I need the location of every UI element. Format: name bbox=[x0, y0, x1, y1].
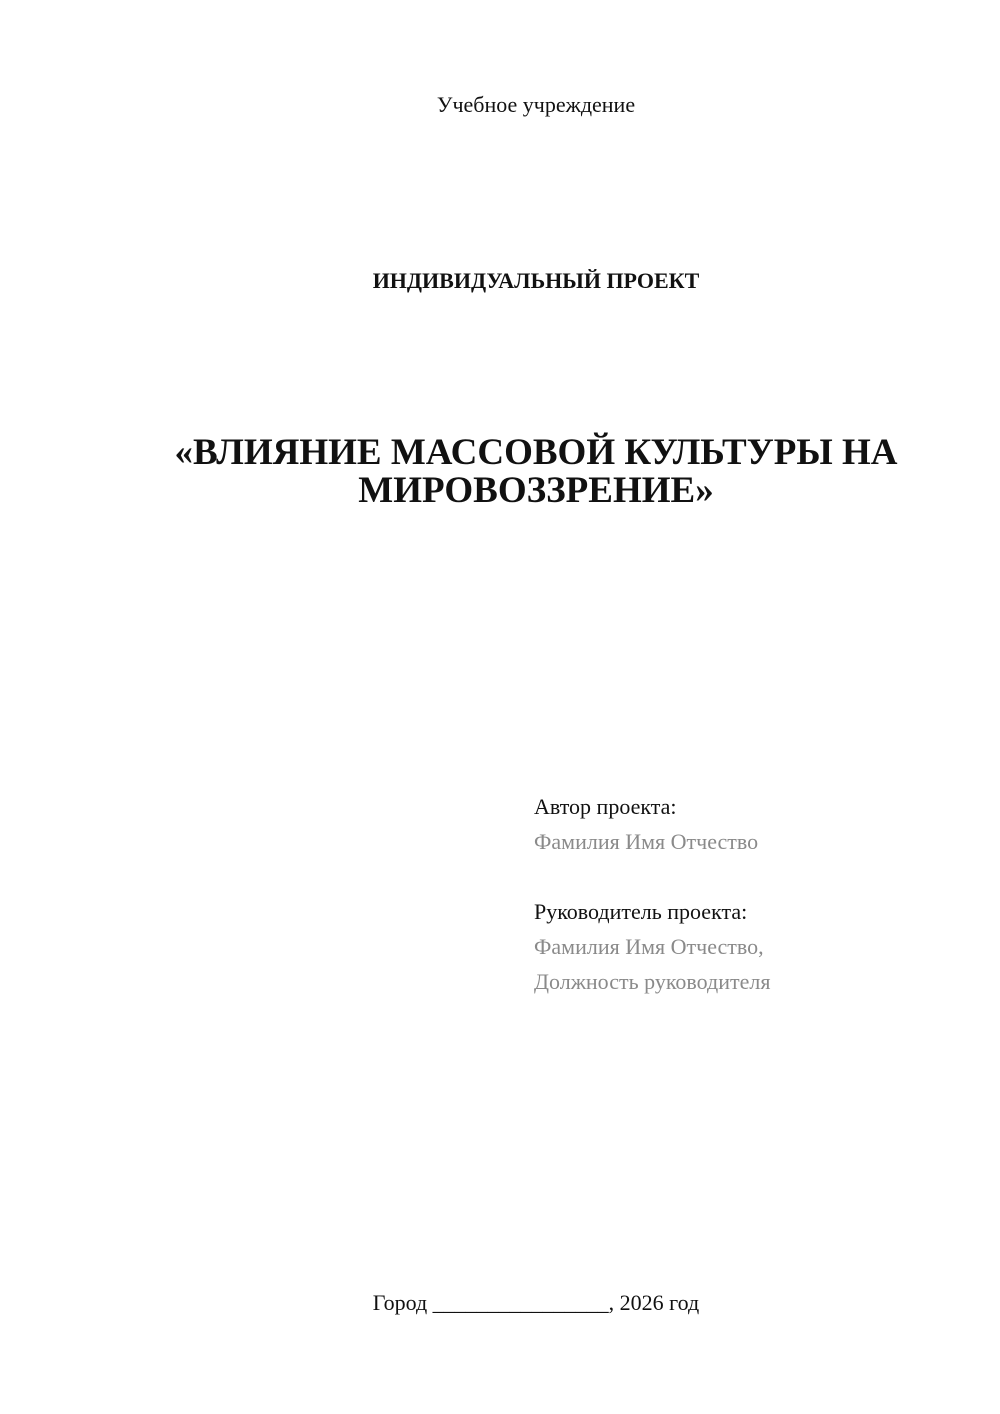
supervisor-label: Руководитель проекта: bbox=[534, 899, 748, 924]
supervisor-position: Должность руководителя bbox=[534, 969, 771, 994]
supervisor-name: Фамилия Имя Отчество, bbox=[534, 934, 764, 959]
project-info-block bbox=[534, 789, 974, 999]
project-title-line-2: МИРОВОЗЗРЕНИЕ» bbox=[358, 470, 714, 511]
document-type: ИНДИВИДУАЛЬНЫЙ ПРОЕКТ bbox=[372, 268, 700, 293]
spacer bbox=[534, 859, 974, 894]
author-label: Автор проекта: bbox=[534, 794, 677, 819]
city-year-footer: Город ________________, 2026 год bbox=[372, 1290, 700, 1315]
author-name: Фамилия Имя Отчество bbox=[534, 829, 759, 854]
project-title bbox=[0, 434, 1000, 510]
project-title-line-1: «ВЛИЯНИЕ МАССОВОЙ КУЛЬТУРЫ НА bbox=[174, 432, 898, 473]
institution-name: Учебное учреждение bbox=[436, 92, 636, 117]
